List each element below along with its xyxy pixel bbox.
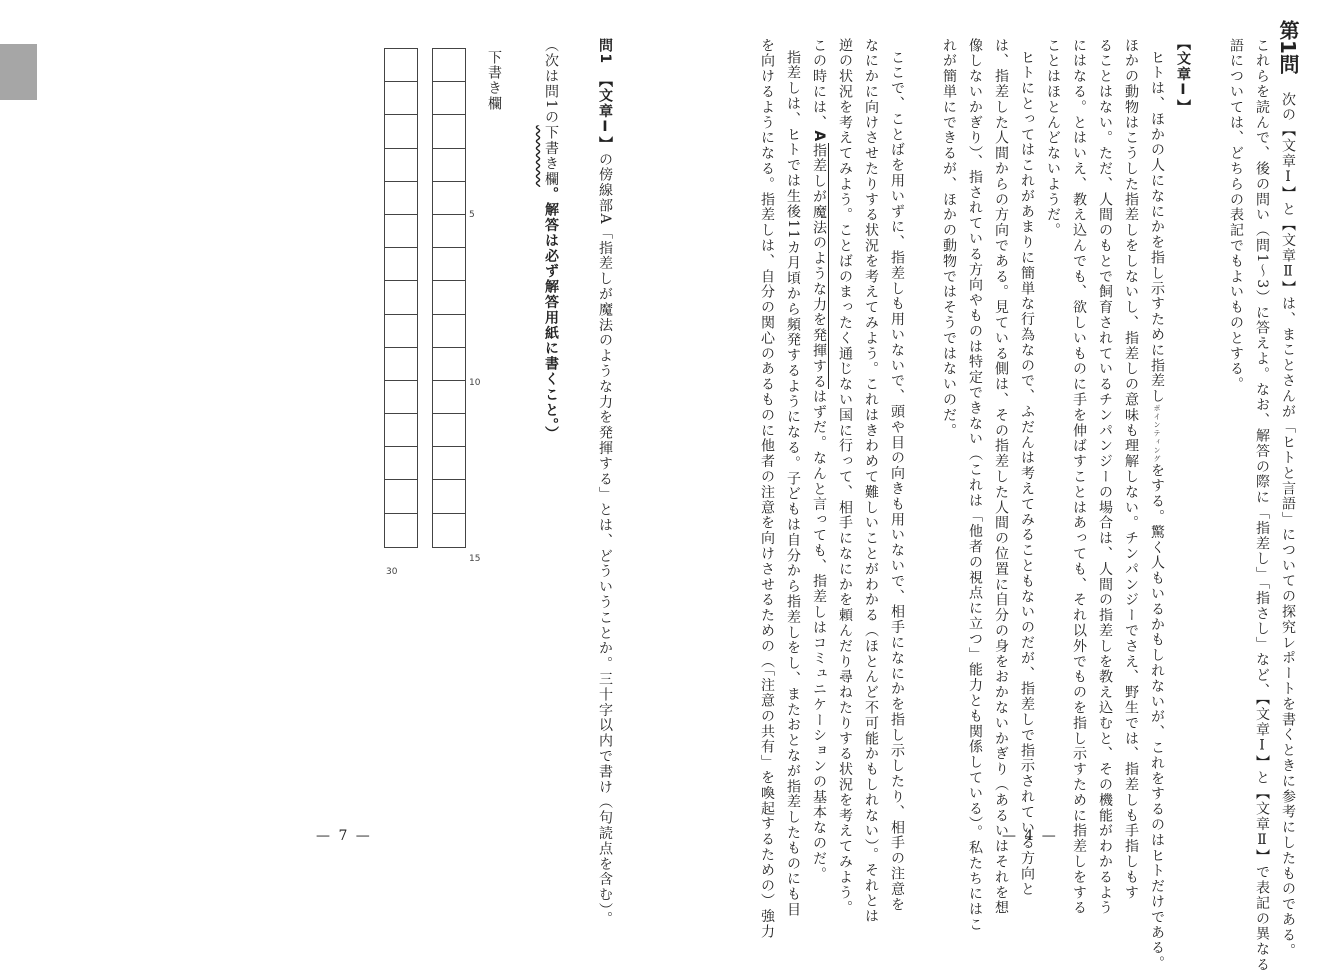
- draft-grid-column-2[interactable]: [384, 48, 418, 548]
- grid-cell[interactable]: [433, 82, 465, 115]
- body-line-2: ほかの動物はこうした指差しをしないし、指差しの意味も理解しない。チンパンジーでさえ、野生では、指差しも手指しもす: [1123, 38, 1139, 901]
- draft-note-wavy: 下書き欄: [543, 125, 559, 187]
- body-line-12: 逆の状況を考えてみよう。ことばのまったく通じない国に行って、相手になにかを頼んだり尋ねたりする状況を考えてみよう。: [837, 38, 853, 916]
- grid-cell[interactable]: [385, 447, 417, 480]
- grid-cell[interactable]: [385, 514, 417, 547]
- grid-number-5: 5: [469, 210, 475, 220]
- grid-cell[interactable]: [385, 348, 417, 381]
- grid-cell[interactable]: [433, 514, 465, 547]
- grid-cell[interactable]: [385, 315, 417, 348]
- body-line-9: れが簡単にできるが、ほかの動物ではそうではないのだ。: [941, 38, 957, 439]
- body-line-1: ヒトは、ほかの人になにかを指し示すために指差しポインティングをする。驚く人もいるかもしれないが、これをするのはヒトだけである。: [1149, 50, 1165, 972]
- grid-cell[interactable]: [433, 414, 465, 447]
- draft-area-label: 下書き欄: [486, 50, 502, 112]
- body-line-10: ここで、ことばを用いずに、指差しも用いないで、頭や目の向きも用いないで、相手になにかを指し示したり、相手の注意を: [889, 50, 905, 913]
- grid-cell[interactable]: [385, 414, 417, 447]
- page-number-left: — 7 —: [316, 828, 372, 844]
- grid-cell[interactable]: [385, 281, 417, 314]
- grid-cell[interactable]: [385, 248, 417, 281]
- underlined-phrase-a: 指差しが魔法のような力を発揮する: [811, 142, 827, 390]
- page-number-right: — 4 —: [1002, 828, 1058, 844]
- body-line-7: は、指差した人間からの方向である。見ている側は、その指差した人間の位置に自分の身をおかないかぎり（あるいはそれを想: [993, 38, 1009, 916]
- grid-cell[interactable]: [433, 480, 465, 513]
- body-line-15: を向けるようになる。指差しは、自分の関心のあるものに他者の注意を向けさせるための（「注意の共有」を喚起するための）強力: [759, 38, 775, 940]
- grid-cell[interactable]: [433, 315, 465, 348]
- ruby-pointing: ポインティング: [1153, 404, 1161, 464]
- draft-note: （次は問1の下書き欄。解答は必ず解答用紙に書くこと。）: [543, 38, 559, 442]
- body-line-4: にはなる。とはいえ、教え込んでも、欲しいものに手を伸ばすことはあっても、それ以外でものを指し示すために指差しをする: [1071, 38, 1087, 916]
- intro-line-2: これらを読んで、後の問い（問1～3）に答えよ。なお、解答の際に「指差し」「指さし」など、【文章Ⅰ】と【文章Ⅱ】で表記の異なる: [1254, 38, 1270, 973]
- grid-cell[interactable]: [385, 480, 417, 513]
- draft-grid-column-1[interactable]: [432, 48, 466, 548]
- page-edge-tab: [0, 44, 37, 100]
- question-heading: 第1問: [1276, 20, 1300, 74]
- body-line-13: この時には、A指差しが魔法のような力を発揮するはずだ。なんと言っても、指差しはコミュニケーションの基本なのだ。: [811, 38, 827, 882]
- grid-cell[interactable]: [433, 149, 465, 182]
- question-1: 問1 【文章Ⅰ】の傍線部A「指差しが魔法のような力を発揮する」とは、どういうことか。三十字以内で書け（句読点を含む）。: [597, 38, 613, 927]
- body-line-5: ことはほとんどないようだ。: [1045, 38, 1061, 239]
- intro-line-1: 次の【文章Ⅰ】と【文章Ⅱ】は、まことさんが「ヒトと言語」についての探究レポートを書くときに参考にしたものである。: [1280, 92, 1296, 959]
- body-line-14: 指差しは、ヒトでは生後11カ月頃から頻発するようになる。子どもは自分から指差しをし、またおとなが指差したものにも目: [785, 50, 801, 918]
- grid-cell[interactable]: [433, 281, 465, 314]
- grid-cell[interactable]: [385, 115, 417, 148]
- grid-number-30: 30: [386, 567, 398, 577]
- section-label-text-1: 【文章Ⅰ】: [1175, 36, 1191, 115]
- grid-cell[interactable]: [385, 82, 417, 115]
- grid-cell[interactable]: [385, 215, 417, 248]
- grid-cell[interactable]: [385, 381, 417, 414]
- grid-number-15: 15: [469, 554, 481, 564]
- grid-cell[interactable]: [433, 248, 465, 281]
- body-line-3: ることはない。ただ、人間のもとで飼育されているチンパンジーの場合は、人間の指差しを教え込むと、その機能がわかるよう: [1097, 38, 1113, 916]
- grid-cell[interactable]: [433, 447, 465, 480]
- grid-cell[interactable]: [385, 149, 417, 182]
- grid-cell[interactable]: [433, 115, 465, 148]
- body-line-6: ヒトにとってはこれがあまりに簡単な行為なので、ふだんは考えてみることもないのだが、指差しで指示されている方向と: [1019, 50, 1035, 897]
- intro-line-3: 語については、どちらの表記でもよいものとする。: [1228, 38, 1244, 393]
- grid-number-10: 10: [469, 378, 481, 388]
- underline-label-a: A: [811, 130, 827, 143]
- grid-cell[interactable]: [433, 182, 465, 215]
- body-line-8: 像しないかぎり）、指されている方向やものは特定できない（これは「他者の視点に立つ」能力とも関係している）。私たちにはこ: [967, 38, 983, 933]
- body-line-11: なにかに向けさせたりする状況を考えてみよう。これはきわめて難しいことがわかる（ほとんど不可能かもしれない）。それとは: [863, 38, 879, 925]
- grid-cell[interactable]: [433, 49, 465, 82]
- grid-cell[interactable]: [433, 215, 465, 248]
- grid-cell[interactable]: [385, 182, 417, 215]
- grid-cell[interactable]: [385, 49, 417, 82]
- grid-cell[interactable]: [433, 381, 465, 414]
- grid-cell[interactable]: [433, 348, 465, 381]
